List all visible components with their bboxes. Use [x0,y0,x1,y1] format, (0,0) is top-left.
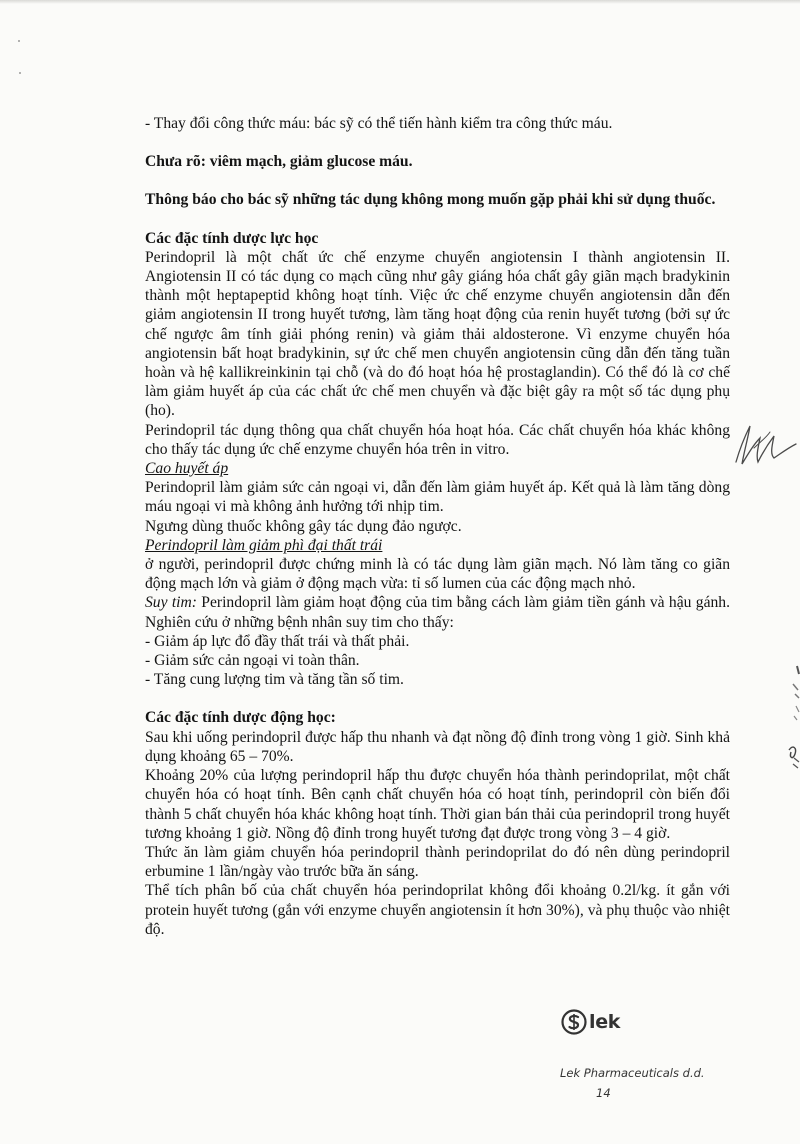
paragraph-notify-doctor: Thông báo cho bác sỹ những tác dụng không mong muốn gặp phải khi sử dụng thuốc. [145,191,716,209]
heart-failure-label: Suy tim: [145,594,197,612]
paragraph: Khoảng 20% của lượng perindopril hấp thu được chuyển hóa thành perindoprilat, một chất chuyển hóa có hoạt tính. Bên cạnh chất chuyển hóa có hoạt tính, perindopril còn biến đổi thành 5 chất chuyển hóa khác không hoạt tính. Thời gian bán thải của perindopril trong huyết tương khoảng 1 giờ. Nồng độ đỉnh trong huyết tương đạt được trong vòng 3 – 4 giờ. [145,767,730,842]
document-body [145,114,730,939]
list-item: - Giảm áp lực đổ đầy thất trái và thất phải. [145,632,410,650]
section-heading-pharmacodynamics: Các đặc tính dược lực học [145,229,319,247]
paragraph: Perindopril là một chất ức chế enzyme chuyển angiotensin I thành angiotensin II. Angiotensin II có tác dụng co mạch cũng như gây giáng hóa chất gây giãn mạch bradykinin thành một heptapeptid không hoạt tính. Việc ức chế enzyme chuyển angiotensin dẫn đến giảm angiotensin II trong huyết tương, làm tăng hoạt động của renin huyết tương (bởi sự ức chế ngược âm tính giải phóng renin) và giảm thải aldosterone. Vì enzyme chuyển hóa angiotensin bất hoạt bradykinin, sự ức chế men chuyển angiotensin cũng dẫn đến tăng tuần hoàn và hệ kallikreinkinin tại chỗ (và do đó hoạt hóa hệ prostaglandin). Có thể đó là cơ chế làm giảm huyết áp của các chất ức chế men chuyển và đặc biệt gây ra một số tác dụng phụ (ho). [145,248,730,420]
paragraph: Perindopril làm giảm sức cản ngoại vi, dẫn đến làm giảm huyết áp. Kết quả là làm tăng dòng máu ngoại vi mà không ảnh hưởng tới nhịp tim. [145,479,730,516]
section-heading-pharmacokinetics: Các đặc tính dược động học: [145,709,336,727]
page-number: 14 [596,1086,611,1100]
paragraph: Thức ăn làm giảm chuyển hóa perindopril thành perindoprilat do đó nên dùng perindopril erbumine 1 lần/ngày vào trước bữa ăn sáng. [145,843,730,881]
scan-edge-marks [783,660,800,780]
paragraph: Sau khi uống perindopril được hấp thu nhanh và đạt nồng độ đỉnh trong vòng 1 giờ. Sinh khả dụng khoảng 65 – 70%. [145,728,730,765]
paragraph: Perindopril tác dụng thông qua chất chuyển hóa hoạt hóa. Các chất chuyển hóa khác không cho thấy tác dụng ức chế enzyme chuyển hóa trên in vitro. [145,421,730,458]
paragraph: Thể tích phân bố của chất chuyển hóa perindoprilat không đổi khoảng 0.2l/kg. ít gắn với protein huyết tương (gắn với enzyme chuyển angiotensin ít hơn 30%), và phụ thuộc vào nhiệt độ. [145,882,730,938]
paragraph-heart-failure [145,593,730,631]
company-name: Lek Pharmaceuticals d.d. [560,1066,705,1080]
paragraph-unknown-effects: Chưa rõ: viêm mạch, giảm glucose máu. [145,153,413,171]
lek-logo-icon [561,1009,587,1035]
list-item: - Tăng cung lượng tim và tăng tần số tim. [145,671,404,689]
list-item: - Giảm sức cản ngoại vi toàn thân. [145,652,360,670]
paragraph: ở người, perindopril được chứng minh là có tác dụng làm giãn mạch. Nó làm tăng co giãn động mạch lớn và giảm ở động mạch vừa: tỉ số lumen của các động mạch nhỏ. [145,556,730,593]
subheading-hypertension: Cao huyết áp [145,460,229,478]
paragraph: - Thay đổi công thức máu: bác sỹ có thể tiến hành kiểm tra công thức máu. [145,115,613,132]
scan-top-edge [0,0,800,4]
lek-logo-text: lek [589,1011,621,1033]
scan-speck [18,40,20,42]
scan-speck [19,72,21,74]
heart-failure-text: Perindopril làm giảm hoạt động của tim bằng cách làm giảm tiền gánh và hậu gánh. Nghiên cứu ở những bệnh nhân suy tim cho thấy: [145,594,730,631]
paragraph: Ngưng dùng thuốc không gây tác dụng đảo ngược. [145,517,462,535]
handwritten-signature [730,418,800,468]
subheading-left-ventricular-hypertrophy: Perindopril làm giảm phì đại thất trái [145,536,383,554]
lek-logo [561,1009,620,1035]
